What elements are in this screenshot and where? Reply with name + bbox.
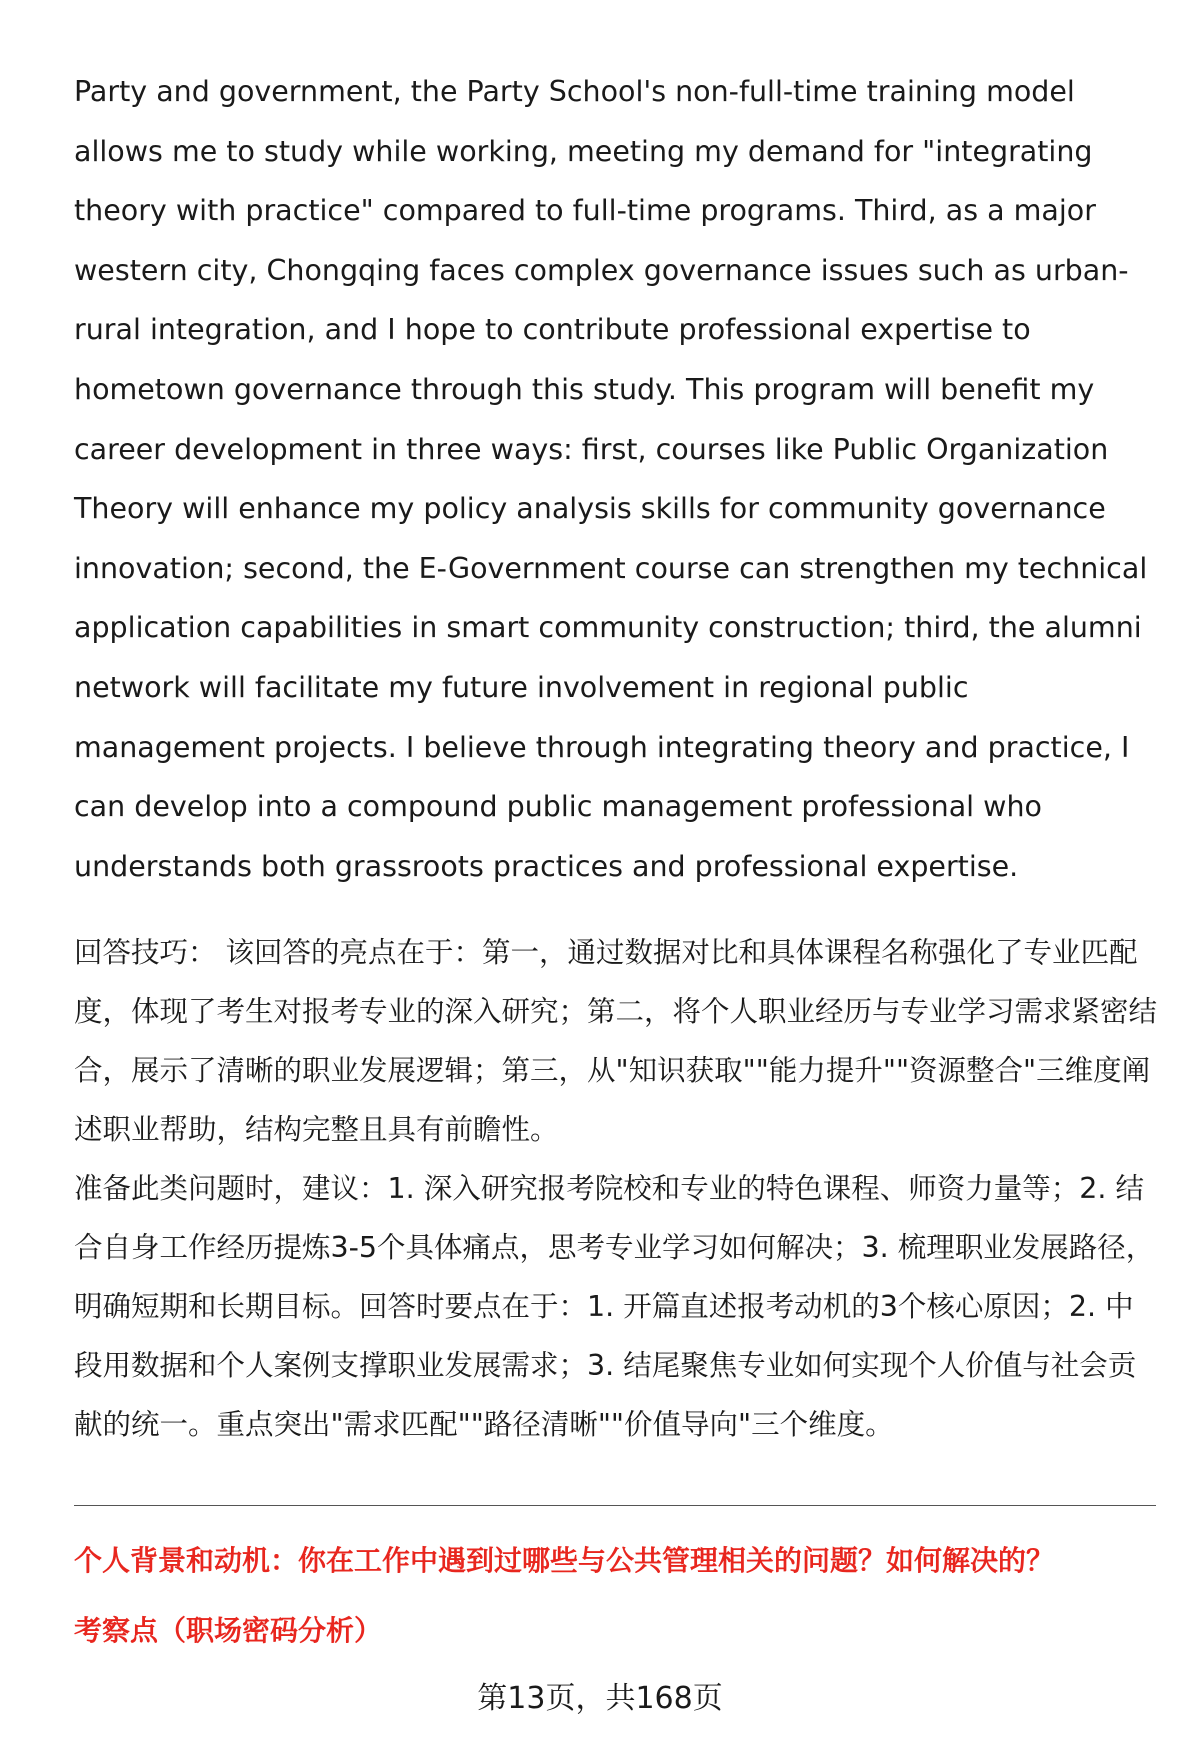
page-number-footer: 第13页，共168页 bbox=[477, 1681, 723, 1716]
section-divider bbox=[74, 1505, 1156, 1506]
tips-section bbox=[74, 923, 1160, 1454]
answer-tip-paragraph: 回答技巧： 该回答的亮点在于：第一，通过数据对比和具体课程名称强化了专业匹配度，体现了考生对报考专业的深入研究；第二，将个人职业经历与专业学习需求紧密结合，展示了清晰的职业发展逻辑；第三，从"知识获取""能力提升""资源整合"三维度阐述职业帮助，结构完整且具有前瞻性。 bbox=[74, 936, 1158, 1146]
exam-point-heading: 考察点（职场密码分析） bbox=[74, 1614, 383, 1647]
next-question-heading: 个人背景和动机：你在工作中遇到过哪些与公共管理相关的问题？如何解决的？ bbox=[74, 1544, 1055, 1577]
preparation-advice-paragraph: 准备此类问题时，建议：1. 深入研究报考院校和专业的特色课程、师资力量等；2. 结合自身工作经历提炼3-5个具体痛点，思考专业学习如何解决；3. 梳理职业发展路径，明确短期和长期目标。回答时要点在于：1. 开篇直述报考动机的3个核心原因；2. 中段用数据和个人案例支撑职业发展需求；3. 结尾聚焦专业如何实现个人价值与社会贡献的统一。重点突出"需求匹配""路径清晰""价值导向"三个维度。 bbox=[74, 1172, 1155, 1441]
english-answer-paragraph: Party and government, the Party School's non-full-time training model allows me to study while working, meeting my demand for "integrating theory with practice" compared to full-time programs. Third, as a major western city, Chongqing faces complex governance issues such as urban-rural integration, and I hope to contribute professional expertise to hometown governance through this study. This program will benefit my career development in three ways: first, courses like Public Organization Theory will enhance my policy analysis skills for community governance innovation; second, the E-Government course can strengthen my technical application capabilities in smart community construction; third, the alumni network will facilitate my future involvement in regional public management projects. I believe through integrating theory and practice, I can develop into a compound public management professional who understands both grassroots practices and professional expertise. bbox=[74, 75, 1148, 883]
